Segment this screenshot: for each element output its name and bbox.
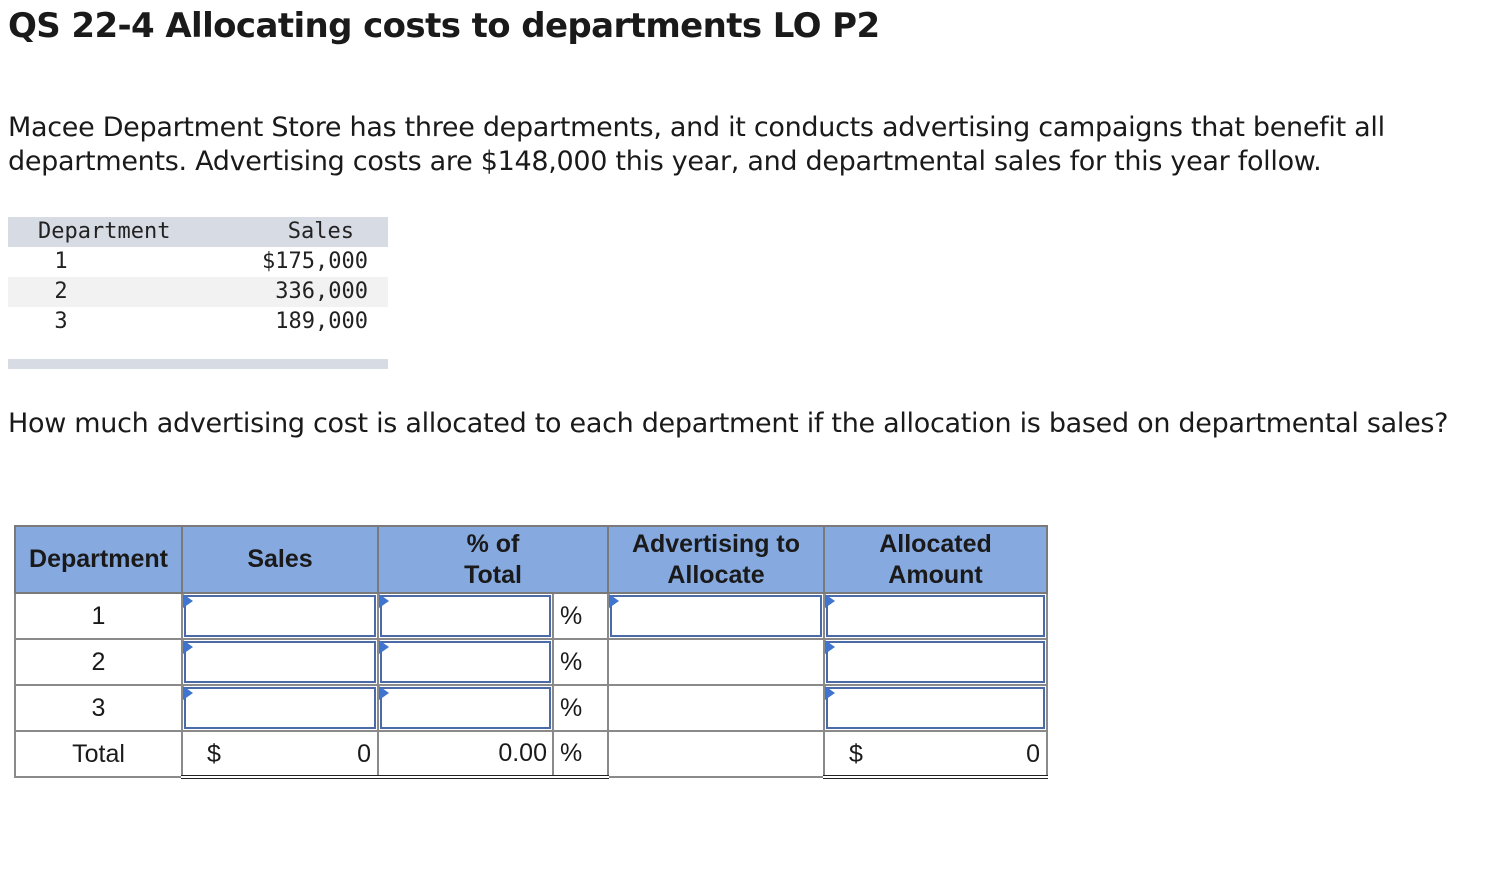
given-header-sales: Sales bbox=[287, 219, 354, 244]
advertising-total-cell bbox=[608, 731, 824, 777]
given-table-footer-bar bbox=[8, 359, 388, 369]
allocated-field[interactable] bbox=[826, 687, 1045, 729]
pct-field[interactable] bbox=[380, 595, 551, 637]
answer-header-row bbox=[15, 526, 1047, 593]
row-department: 3 bbox=[15, 685, 182, 731]
input-marker-icon bbox=[379, 686, 389, 700]
table-row bbox=[15, 639, 1047, 685]
table-row bbox=[15, 593, 1047, 639]
given-sales-table bbox=[8, 217, 388, 369]
total-sales-value: 0 bbox=[357, 740, 371, 768]
advertising-field[interactable] bbox=[610, 595, 822, 637]
pct-symbol: % bbox=[553, 731, 608, 777]
currency-symbol: $ bbox=[207, 740, 221, 768]
total-allocated-value: 0 bbox=[1026, 740, 1040, 768]
advertising-cell bbox=[608, 639, 824, 685]
total-label: Total bbox=[15, 731, 182, 777]
input-marker-icon bbox=[183, 686, 193, 700]
total-sales bbox=[182, 731, 378, 777]
input-marker-icon bbox=[825, 594, 835, 608]
header-allocated: Allocated Amount bbox=[824, 526, 1047, 593]
sales-field[interactable] bbox=[184, 641, 376, 683]
input-marker-icon bbox=[379, 594, 389, 608]
pct-symbol: % bbox=[553, 593, 608, 639]
header-sales: Sales bbox=[182, 526, 378, 593]
input-marker-icon bbox=[825, 640, 835, 654]
given-table-row bbox=[8, 277, 388, 307]
given-sales: 336,000 bbox=[275, 279, 368, 304]
total-pct-value: 0.00 bbox=[378, 731, 553, 777]
header-pct-total: % of Total bbox=[378, 526, 608, 593]
pct-field[interactable] bbox=[380, 641, 551, 683]
input-marker-icon bbox=[183, 640, 193, 654]
header-advertising: Advertising to Allocate bbox=[608, 526, 824, 593]
page-title: QS 22-4 Allocating costs to departments LO P2 bbox=[8, 6, 880, 46]
allocated-field[interactable] bbox=[826, 595, 1045, 637]
sales-input[interactable] bbox=[182, 639, 378, 685]
input-marker-icon bbox=[825, 686, 835, 700]
header-department: Department bbox=[15, 526, 182, 593]
given-department: 1 bbox=[54, 249, 68, 274]
input-marker-icon bbox=[183, 594, 193, 608]
sales-field[interactable] bbox=[184, 687, 376, 729]
given-department: 3 bbox=[54, 309, 68, 334]
input-marker-icon bbox=[609, 594, 619, 608]
allocated-input[interactable] bbox=[824, 685, 1047, 731]
row-department: 2 bbox=[15, 639, 182, 685]
pct-input[interactable] bbox=[378, 685, 553, 731]
given-header-department: Department bbox=[38, 219, 171, 244]
table-row bbox=[15, 685, 1047, 731]
currency-symbol: $ bbox=[849, 740, 863, 768]
allocated-input[interactable] bbox=[824, 639, 1047, 685]
given-department: 2 bbox=[54, 279, 68, 304]
input-marker-icon bbox=[379, 640, 389, 654]
given-table-row bbox=[8, 307, 388, 337]
pct-input[interactable] bbox=[378, 639, 553, 685]
advertising-cell bbox=[608, 685, 824, 731]
sales-input[interactable] bbox=[182, 685, 378, 731]
question-text: How much advertising cost is allocated to each department if the allocation is based on departmental sales? bbox=[8, 408, 1449, 439]
problem-intro: Macee Department Store has three departments, and it conducts advertising campaigns that benefit all departments. Advertising costs are $148,000 this year, and departmental sales for this year follow. bbox=[8, 112, 1385, 177]
pct-field[interactable] bbox=[380, 687, 551, 729]
given-sales: $175,000 bbox=[262, 249, 368, 274]
given-table-header bbox=[8, 217, 388, 247]
pct-input[interactable] bbox=[378, 593, 553, 639]
given-table-row bbox=[8, 247, 388, 277]
answer-table bbox=[14, 525, 1046, 777]
total-allocated bbox=[824, 731, 1047, 777]
total-row bbox=[15, 731, 1047, 777]
pct-symbol: % bbox=[553, 639, 608, 685]
given-sales: 189,000 bbox=[275, 309, 368, 334]
sales-input[interactable] bbox=[182, 593, 378, 639]
allocated-field[interactable] bbox=[826, 641, 1045, 683]
allocated-input[interactable] bbox=[824, 593, 1047, 639]
sales-field[interactable] bbox=[184, 595, 376, 637]
row-department: 1 bbox=[15, 593, 182, 639]
advertising-input[interactable] bbox=[608, 593, 824, 639]
pct-symbol: % bbox=[553, 685, 608, 731]
